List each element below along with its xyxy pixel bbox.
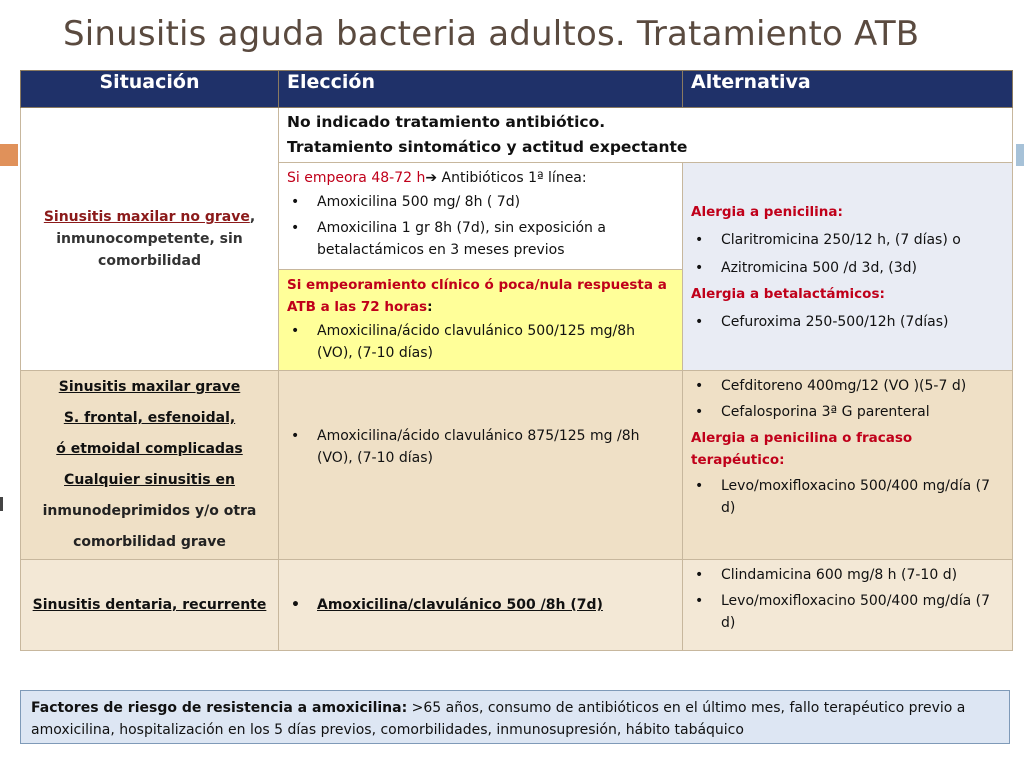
risk-factors-label: Factores de riesgo de resistencia a amoxicilina: [31, 700, 408, 716]
worsening-list [287, 320, 674, 364]
allergy-alternatives-cell [683, 163, 1013, 371]
first-line-list [287, 191, 674, 261]
list-item: • Amoxicilina/ácido clavulánico 500/125 mg/8h (VO), (7-10 días) [287, 320, 674, 364]
situation-cell-severe [21, 371, 279, 560]
page-title: Sinusitis aguda bacteria adultos. Tratamiento ATB [63, 14, 920, 54]
table-row [21, 108, 1013, 163]
list-item: • Clindamicina 600 mg/8 h (7-10 d) [691, 564, 1004, 586]
table-header-row [21, 71, 1013, 108]
situation-severe-line2: S. frontal, esfenoidal, [63, 410, 236, 426]
dental-alternatives-cell [683, 560, 1013, 651]
table-row [21, 371, 1013, 560]
alt-header-penicilina: Alergia a penicilina: [691, 203, 843, 220]
alt-list-betalactamicos [691, 311, 1004, 333]
severe-alternatives-cell [683, 371, 1013, 560]
alt-header-fracaso: Alergia a penicilina o fracaso terapéutico: [691, 430, 913, 468]
list-item: • Claritromicina 250/12 h, (7 días) o [691, 229, 1004, 251]
arrow-right-icon: ➔ [425, 170, 438, 186]
header-eleccion: Elección [279, 71, 683, 108]
list-item: • Cefuroxima 250-500/12h (7días) [691, 311, 1004, 333]
list-item: • Amoxicilina 1 gr 8h (7d), sin exposición a betalactámicos en 3 meses previos [287, 217, 674, 261]
worsens-prefix: Si empeora 48-72 h [287, 170, 426, 186]
severe-alt-list-2 [691, 475, 1004, 519]
list-item: • Amoxicilina 500 mg/ 8h ( 7d) [287, 191, 674, 213]
dental-alt-list [691, 564, 1004, 634]
treatment-table [20, 70, 1013, 651]
worsens-heading [287, 167, 674, 189]
worsening-text-a: Si empeoramiento clínico ó poca/nula respuesta a ATB a las [287, 277, 667, 315]
accent-bar-right [1016, 144, 1024, 166]
situation-cell-dental [21, 560, 279, 651]
no-treatment-line2: Tratamiento sintomático y actitud expectante [287, 138, 688, 156]
list-item: • Cefditoreno 400mg/12 (VO )(5-7 d) [691, 375, 1004, 397]
worsening-text-b: 72 horas [360, 299, 428, 315]
accent-bar-left [0, 144, 18, 166]
situation-severe-line1: Sinusitis maxilar grave [58, 379, 241, 395]
situation-severe-line5: inmunodeprimidos y/o otra comorbilidad grave [42, 503, 257, 550]
situation-cell-mild [21, 108, 279, 371]
situation-severe-line4: Cualquier sinusitis en [64, 472, 235, 488]
worsening-cell [279, 270, 683, 371]
header-situacion: Situación [21, 71, 279, 108]
no-treatment-cell [279, 108, 1013, 163]
situation-mild-text: , inmunocompetente, sin comorbilidad [56, 209, 256, 269]
dental-choice-cell [279, 560, 683, 651]
severe-choice-list [287, 425, 674, 469]
situation-dental: Sinusitis dentaria, recurrente [32, 597, 267, 613]
edge-marker [0, 497, 3, 511]
situation-severe-line3: ó etmoidal complicadas [56, 441, 243, 457]
list-item: • Amoxicilina/clavulánico 500 /8h (7d) [287, 594, 674, 616]
dental-choice-list [287, 594, 674, 616]
worsening-heading [287, 274, 674, 318]
worsening-text-c: : [427, 299, 433, 315]
list-item: • Amoxicilina/ácido clavulánico 875/125 mg /8h (VO), (7-10 días) [287, 425, 674, 469]
worsens-suffix: Antibióticos 1ª línea: [437, 170, 587, 186]
risk-factors-box [20, 690, 1010, 744]
list-item: • Cefalosporina 3ª G parenteral [691, 401, 1004, 423]
severe-choice-cell [279, 371, 683, 560]
alt-list-penicilina [691, 229, 1004, 279]
list-item: • Azitromicina 500 /d 3d, (3d) [691, 257, 1004, 279]
first-line-cell [279, 163, 683, 270]
table-row [21, 560, 1013, 651]
severe-alt-list [691, 375, 1004, 423]
risk-factors-text: >65 años, consumo de antibióticos en el último mes, fallo terapéutico previo a amoxicilina, hospitalización en los 5 días previos, comorbilidades, inmunosupresión, hábito tabáquico [31, 700, 966, 738]
list-item: • Levo/moxifloxacino 500/400 mg/día (7 d) [691, 590, 1004, 634]
no-treatment-line1: No indicado tratamiento antibiótico. [287, 113, 606, 131]
alt-header-betalactamicos: Alergia a betalactámicos: [691, 285, 885, 302]
situation-mild-bold: Sinusitis maxilar no grave [43, 209, 250, 225]
list-item: • Levo/moxifloxacino 500/400 mg/día (7 d) [691, 475, 1004, 519]
header-alternativa: Alternativa [683, 71, 1013, 108]
